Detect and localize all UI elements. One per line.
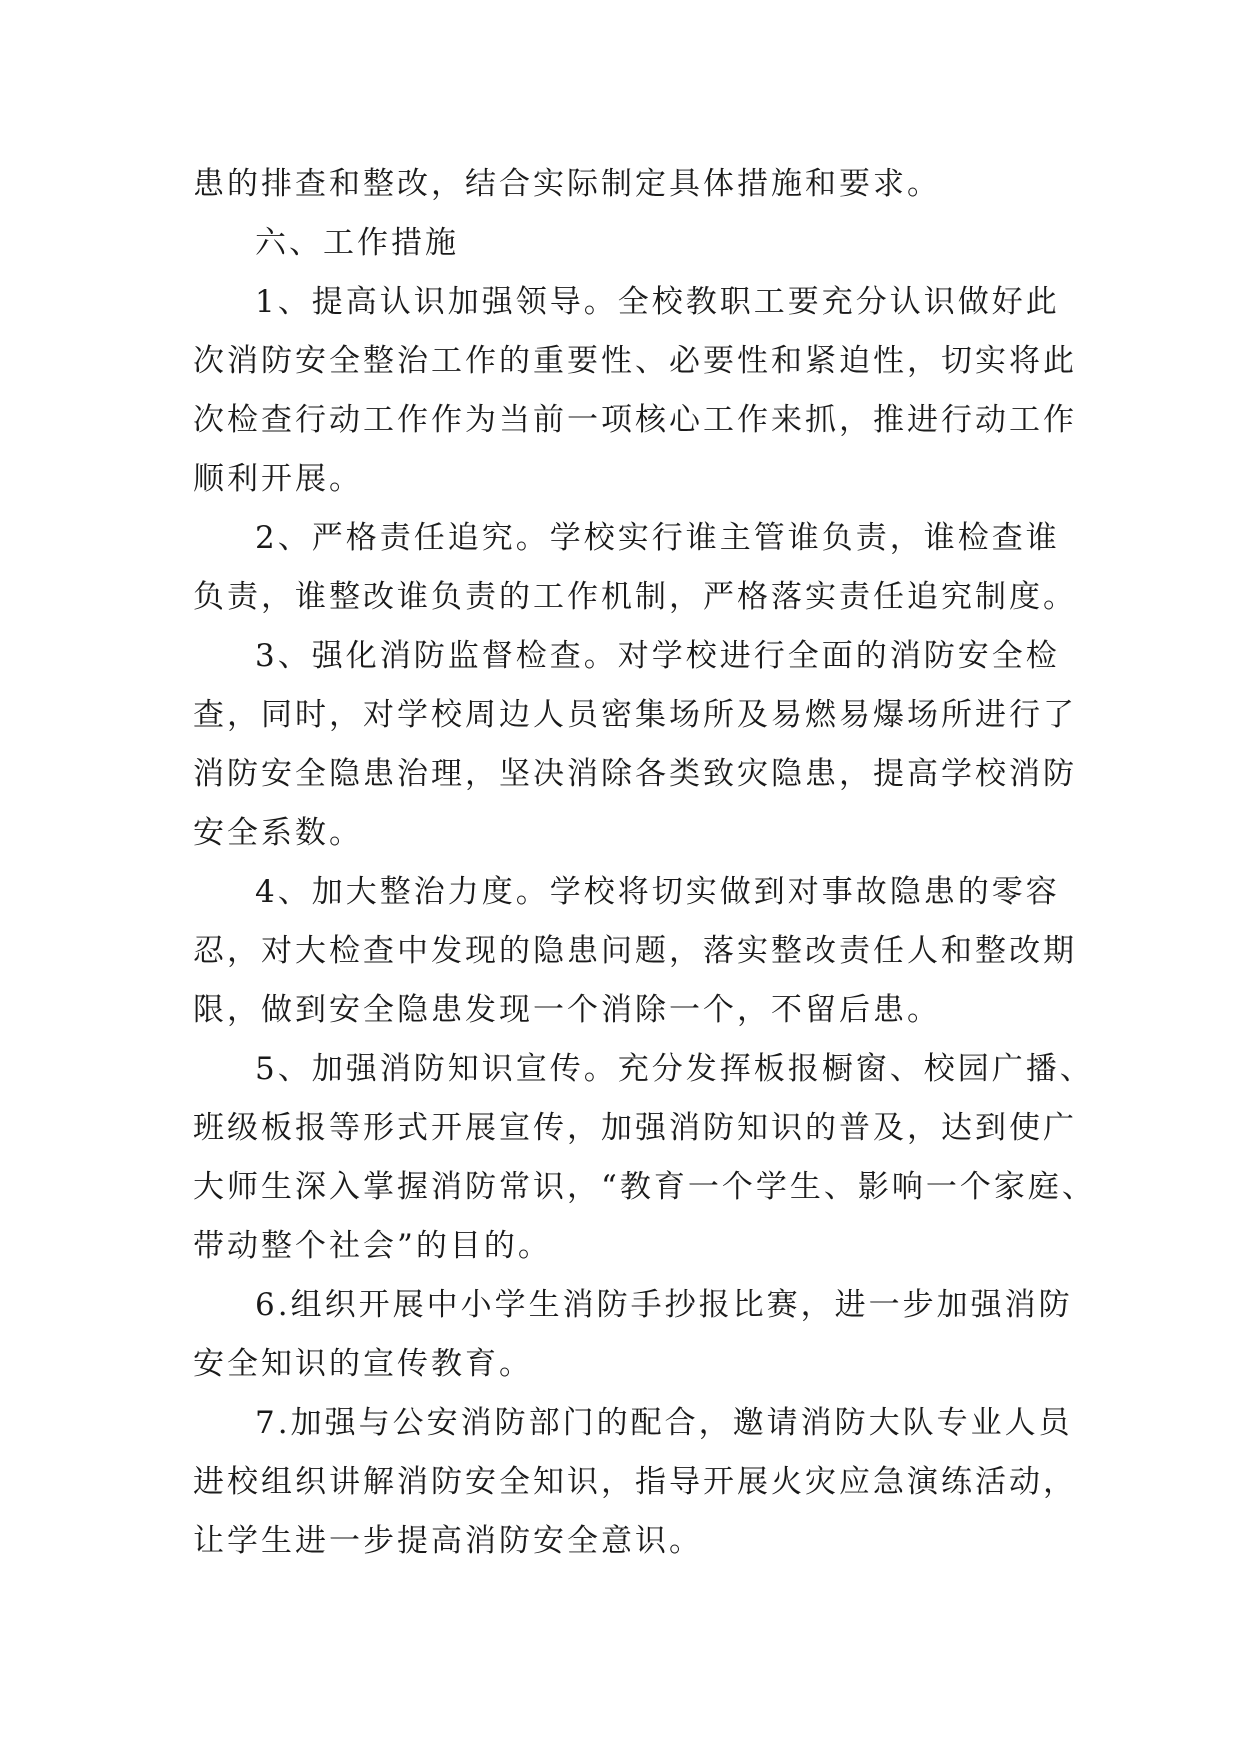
section-heading: 六、工作措施: [255, 225, 459, 261]
paragraph-line: 消防安全隐患治理，坚决消除各类致灾隐患，提高学校消防: [193, 756, 1077, 792]
paragraph-line: 进校组织讲解消防安全知识，指导开展火灾应急演练活动，: [193, 1464, 1077, 1500]
paragraph-line: 负责，谁整改谁负责的工作机制，严格落实责任追究制度。: [193, 579, 1077, 615]
paragraph-line: 次检查行动工作作为当前一项核心工作来抓，推进行动工作: [193, 402, 1077, 438]
paragraph-line: 1、提高认识加强领导。全校教职工要充分认识做好此: [255, 284, 1060, 320]
paragraph-line: 忍，对大检查中发现的隐患问题，落实整改责任人和整改期: [193, 933, 1077, 969]
paragraph-line: 5、加强消防知识宣传。充分发挥板报橱窗、校园广播、: [255, 1051, 1094, 1087]
paragraph-line: 4、加大整治力度。学校将切实做到对事故隐患的零容: [255, 874, 1060, 910]
paragraph-line: 3、强化消防监督检查。对学校进行全面的消防安全检: [255, 638, 1060, 674]
paragraph-line: 安全系数。: [193, 815, 363, 851]
paragraph-line: 带动整个社会”的目的。: [193, 1228, 552, 1264]
paragraph-line: 让学生进一步提高消防安全意识。: [193, 1523, 703, 1559]
paragraph-line: 限，做到安全隐患发现一个消除一个，不留后患。: [193, 992, 941, 1028]
paragraph-line: 查，同时，对学校周边人员密集场所及易燃易爆场所进行了: [193, 697, 1077, 733]
paragraph-line: 次消防安全整治工作的重要性、必要性和紧迫性，切实将此: [193, 343, 1077, 379]
paragraph-line: 患的排查和整改，结合实际制定具体措施和要求。: [193, 166, 941, 202]
paragraph-line: 顺利开展。: [193, 461, 363, 497]
paragraph-line: 安全知识的宣传教育。: [193, 1346, 533, 1382]
paragraph-line: 6.组织开展中小学生消防手抄报比赛，进一步加强消防: [255, 1287, 1073, 1323]
paragraph-line: 班级板报等形式开展宣传，加强消防知识的普及，达到使广: [193, 1110, 1077, 1146]
paragraph-line: 7.加强与公安消防部门的配合，邀请消防大队专业人员: [255, 1405, 1073, 1441]
document-body: [193, 155, 1096, 1571]
paragraph-line: 2、严格责任追究。学校实行谁主管谁负责，谁检查谁: [255, 520, 1060, 556]
paragraph-line: 大师生深入掌握消防常识，“教育一个学生、影响一个家庭、: [193, 1169, 1096, 1205]
